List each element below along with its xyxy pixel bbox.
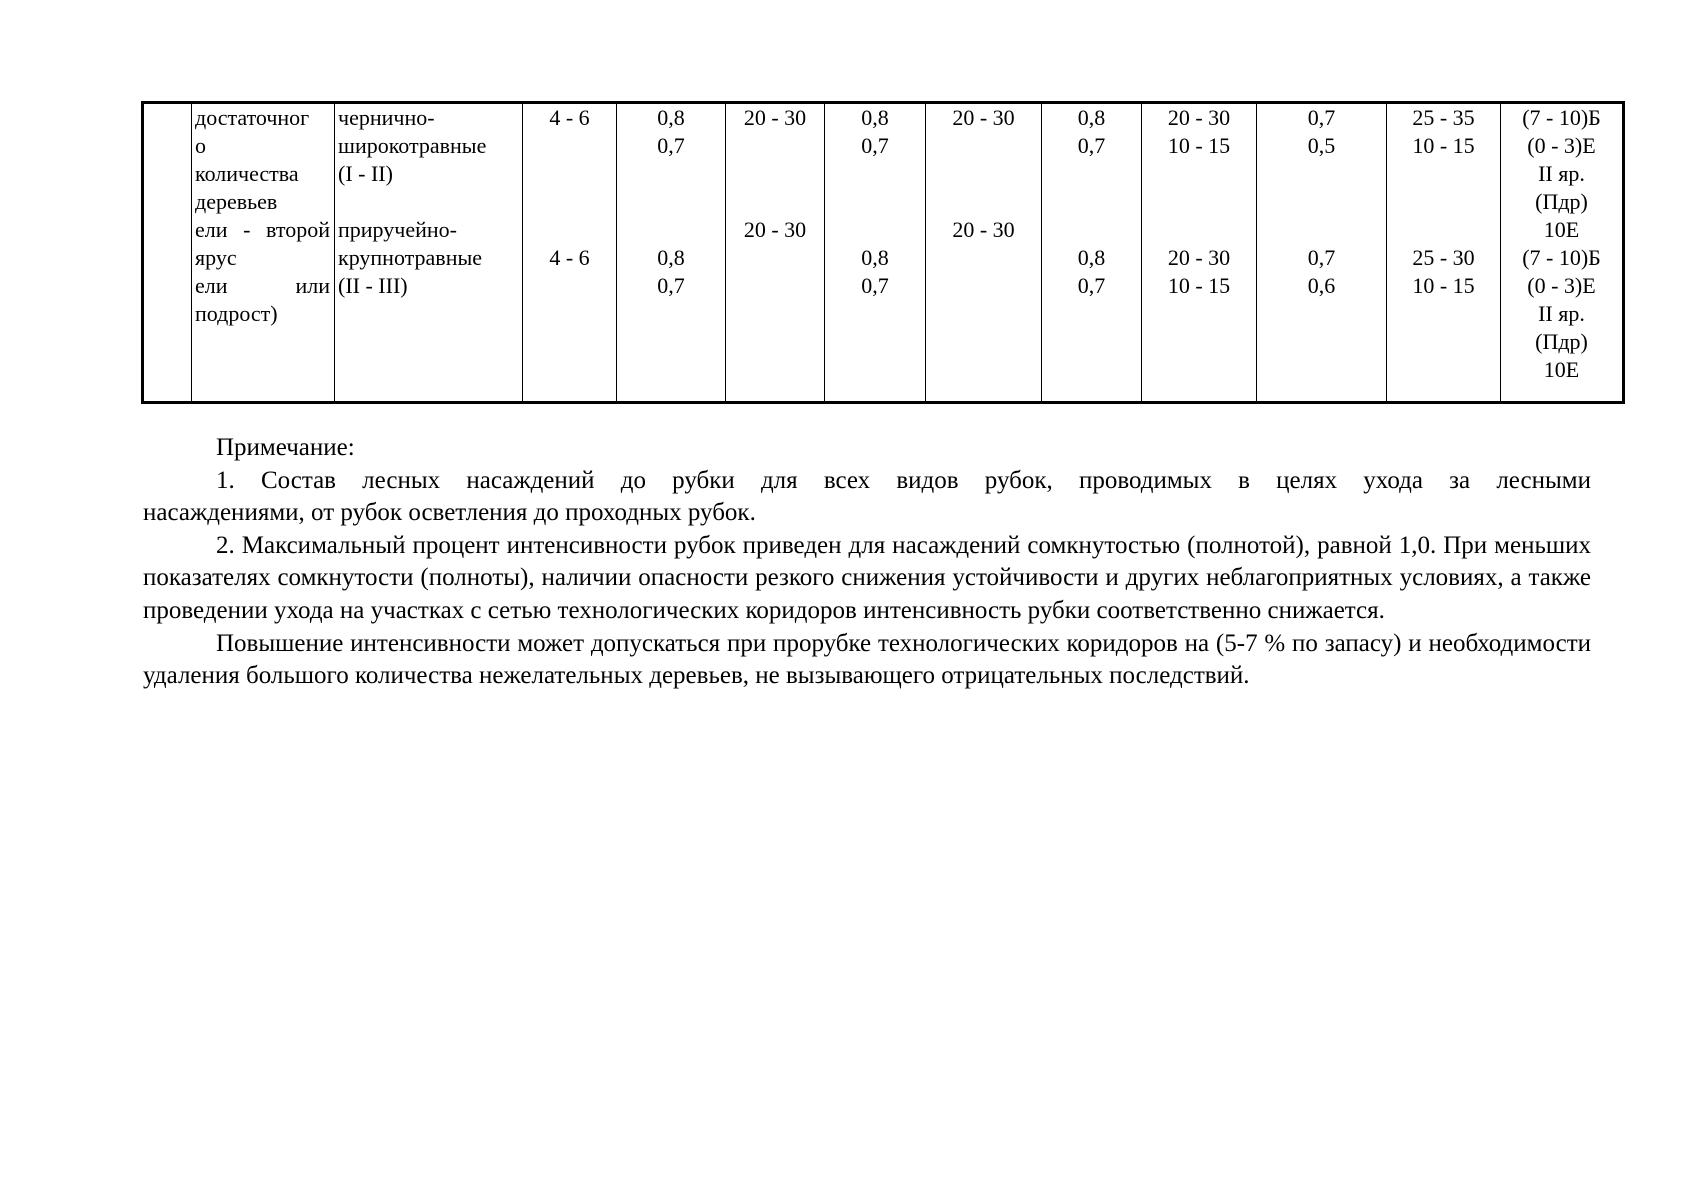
note-2: 2. Максимальный процент интенсивности рубок приведен для насаждений сомкнутостью (полнотой), равной 1,0. При меньших показателях сомкнутости (полноты), наличии опасности резкого снижения устойчивости и других неблагоприятных условиях, а также проведении ухода на участках с сетью технологических коридоров интенсивность рубки соответственно снижается. [143, 531, 1591, 624]
value-cell: 0,7 0,5 0,7 0,6 [1257, 103, 1387, 403]
data-table [141, 101, 1625, 404]
forest-type-cell: чернично- широкотравные (I - II) приручейно- крупнотравные (II - III) [335, 103, 523, 403]
value-cell: 0,8 0,7 0,8 0,7 [825, 103, 926, 403]
table-row [143, 103, 1624, 403]
note-1-line-2: насаждениями, от рубок осветления до проходных рубок. [143, 499, 756, 527]
note-1-line-1: 1. Состав лесных насаждений до рубки для всех видов рубок, проводимых в целях ухода за лесными [216, 466, 1591, 494]
value-cell: 25 - 35 10 - 15 25 - 30 10 - 15 [1387, 103, 1501, 403]
value-cell: 0,8 0,7 0,8 0,7 [617, 103, 726, 403]
value-cell: 20 - 30 20 - 30 [926, 103, 1042, 403]
species-cell: достаточног о количества деревьев ели - второй ярус ели или подрост) [192, 103, 335, 403]
value-cell: 20 - 30 10 - 15 20 - 30 10 - 15 [1142, 103, 1257, 403]
notes-heading: Примечание: [216, 434, 355, 461]
row-number-cell [143, 103, 192, 403]
value-cell: 4 - 6 4 - 6 [523, 103, 617, 403]
value-cell: 0,8 0,7 0,8 0,7 [1042, 103, 1142, 403]
note-3: Повышение интенсивности может допускаться при прорубке технологических коридоров на (5-7 % по запасу) и необходимости удаления большого количества нежелательных деревьев, не вызывающего отрицательных последствий. [143, 629, 1591, 690]
value-cell: 20 - 30 20 - 30 [726, 103, 825, 403]
notes-section [143, 432, 1591, 693]
composition-cell: (7 - 10)Б (0 - 3)Е II яр. (Пдр) 10Е (7 - 10)Б (0 - 3)Е II яр. (Пдр) 10Е [1501, 103, 1624, 403]
